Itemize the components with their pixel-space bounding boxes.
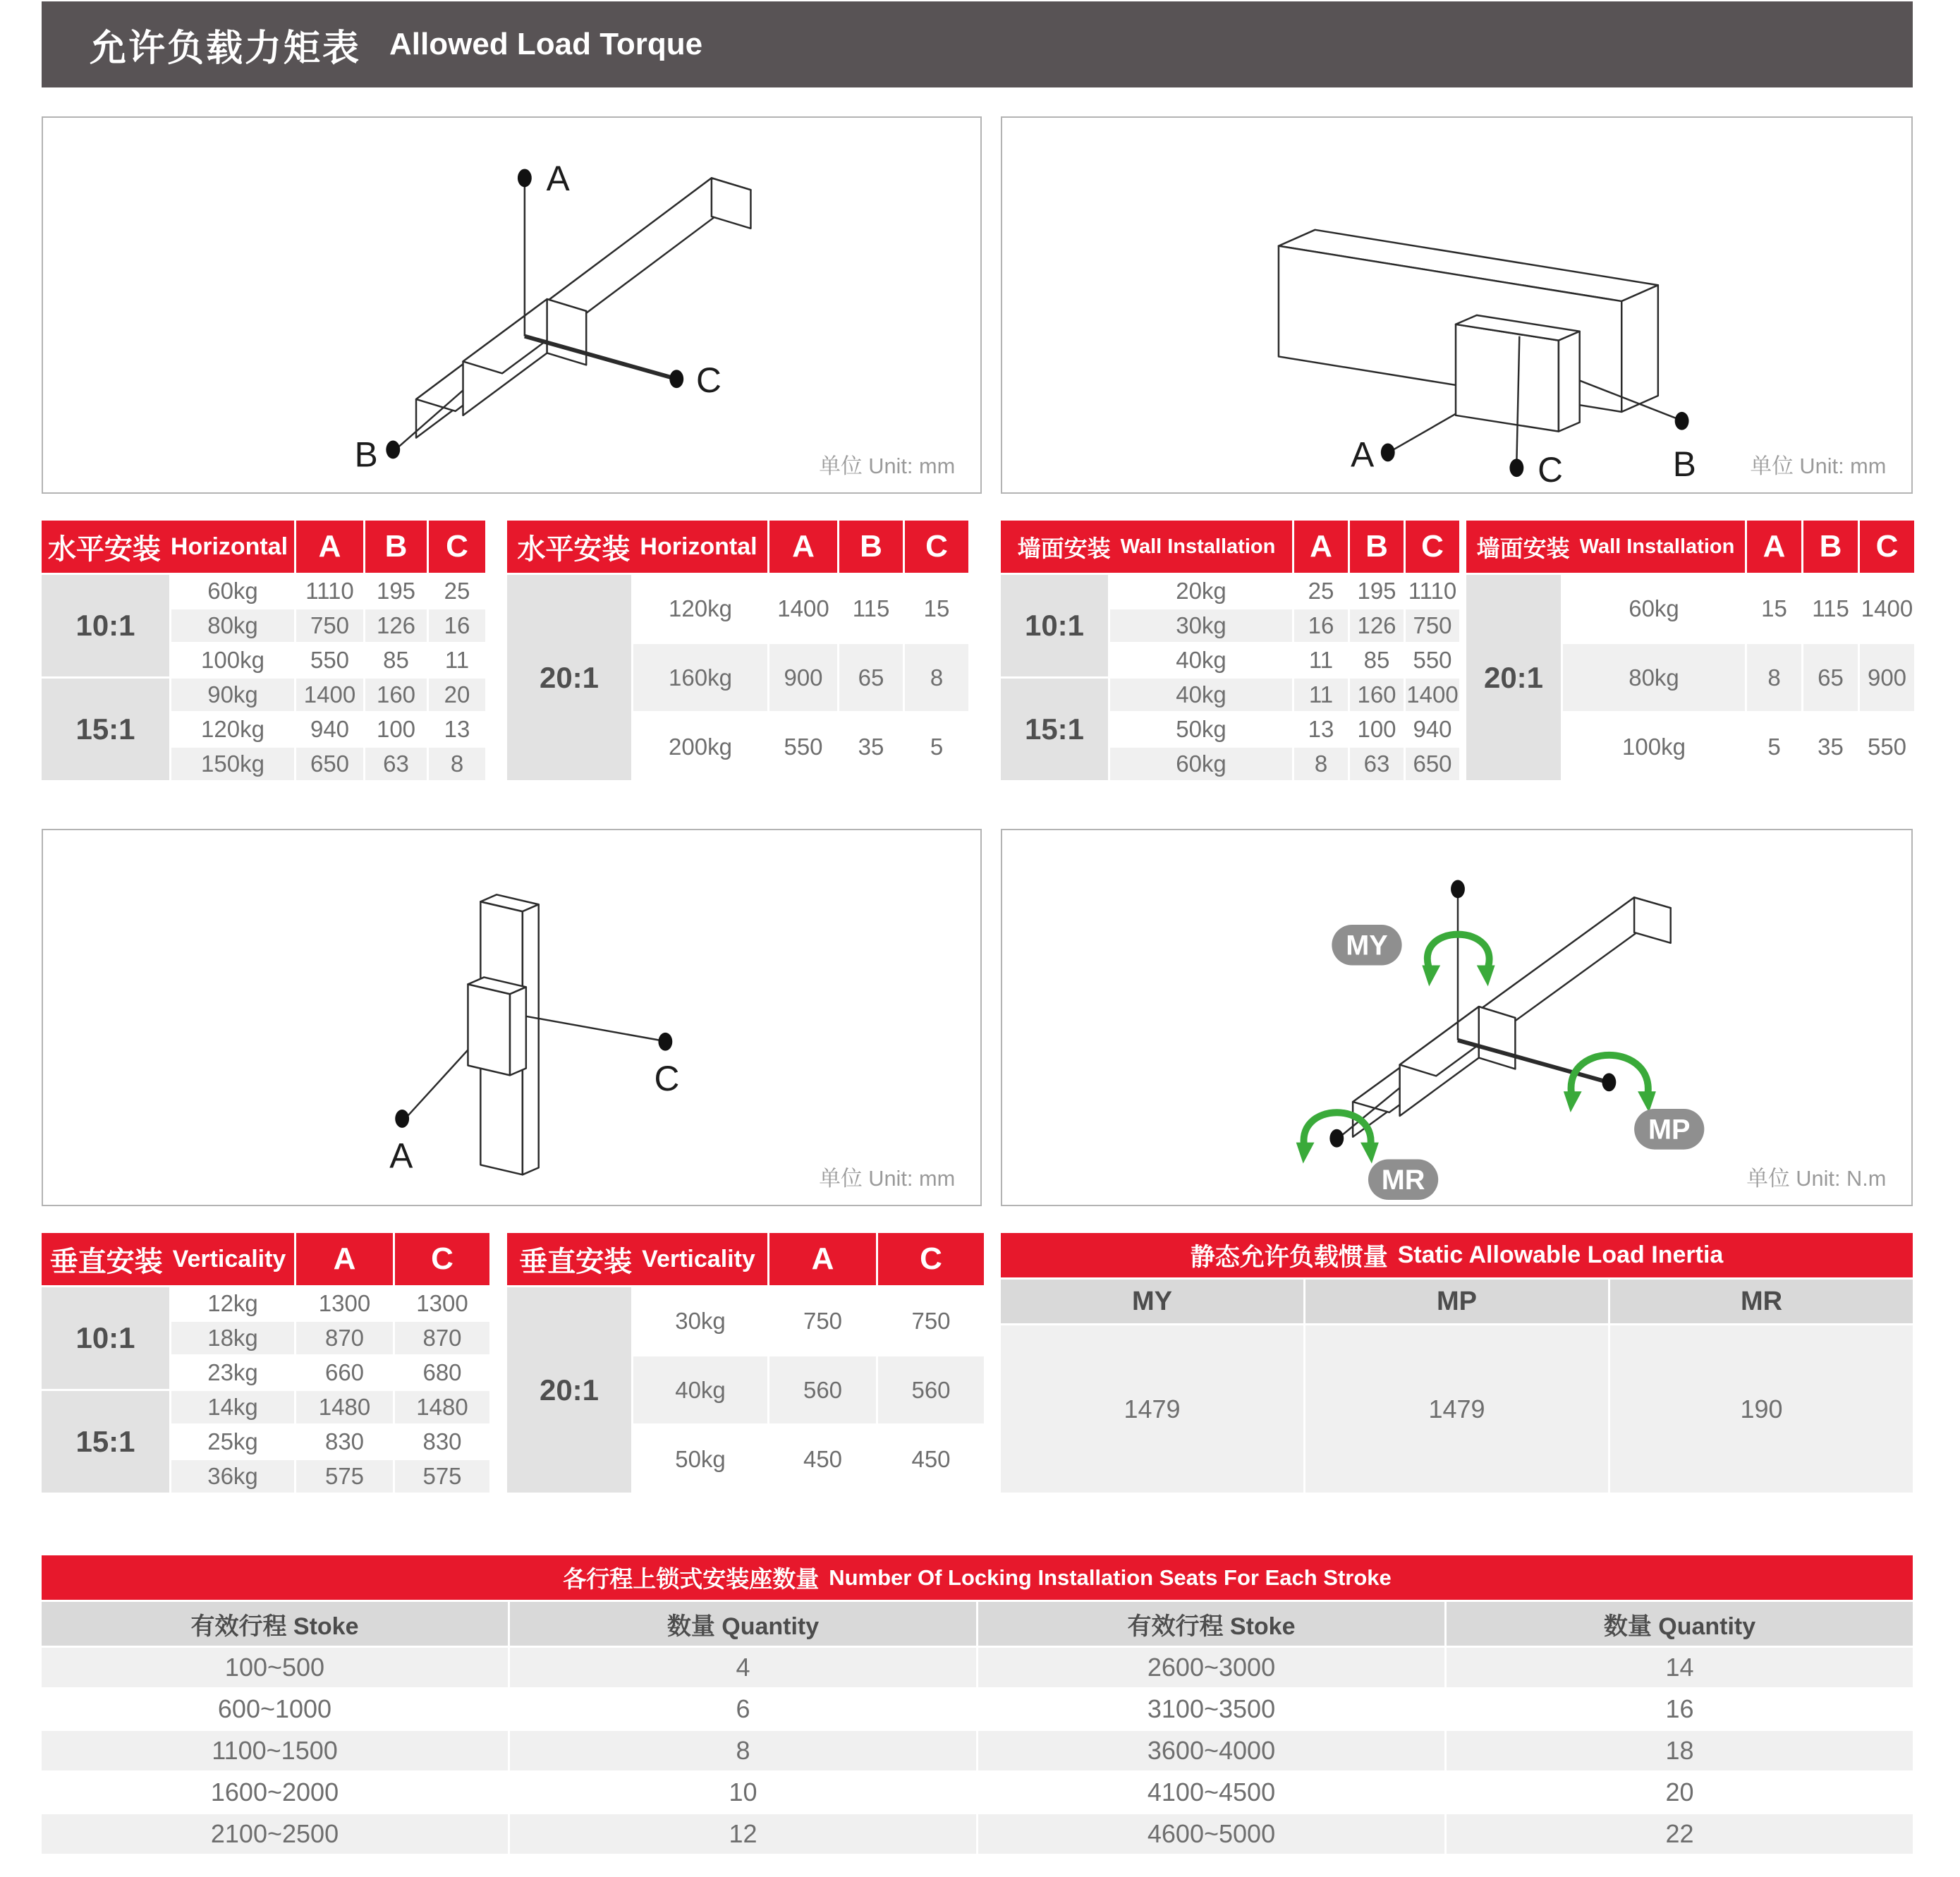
table-cell: 100kg [1563, 713, 1745, 780]
table-cell: 120kg [171, 713, 294, 746]
table-cell: 1400 [1860, 575, 1914, 642]
table-cell: 900 [1860, 644, 1914, 711]
table-cell: 20kg [1110, 575, 1292, 607]
page-title-zh: 允许负载力矩表 [90, 28, 362, 69]
table-cell: 25kg [171, 1426, 294, 1458]
carriage-right-face [1559, 332, 1580, 432]
table-cell: 870 [395, 1322, 489, 1354]
mr-badge-label: MR [1381, 1165, 1425, 1196]
col-header-quantity-1: 数量 Quantity [510, 1602, 976, 1646]
table-cell: 8 [510, 1731, 976, 1770]
table-cell: 100~500 [42, 1648, 508, 1687]
value-mp: 1479 [1305, 1325, 1608, 1493]
table-cell: 16 [1447, 1689, 1913, 1729]
table-cell: 8 [905, 644, 968, 711]
table-cell: 126 [365, 609, 427, 642]
table-cell: 126 [1350, 609, 1404, 642]
table-cell: 195 [1350, 575, 1404, 607]
table-header-label [1001, 521, 1292, 573]
col-header-a: A [296, 1233, 393, 1285]
table-cell: 35 [839, 713, 903, 780]
table-cell: 4100~4500 [978, 1773, 1444, 1812]
axis-a-label: A [546, 159, 570, 199]
axis-c-dot [1602, 1073, 1616, 1091]
table-cell: 63 [365, 748, 427, 780]
header-en: Horizontal [640, 533, 757, 560]
mr-arrowhead-right [1361, 1143, 1379, 1164]
table-cell: 100 [1350, 713, 1404, 746]
table-cell: 660 [296, 1356, 393, 1389]
table-cell: 1400 [296, 679, 363, 711]
title-en: Static Allowable Load Inertia [1397, 1241, 1724, 1268]
carriage-right-face [547, 299, 587, 365]
axis-a-dot [395, 1110, 409, 1128]
unit-label: 单位 Unit: mm [1750, 454, 1887, 479]
table-cell: 575 [395, 1460, 489, 1493]
header-zh: 垂直安装 [519, 1246, 633, 1277]
table-cell: 650 [1406, 748, 1459, 780]
table-cell: 12kg [171, 1287, 294, 1320]
header-zh: 墙面安装 [1476, 535, 1570, 561]
col-header-b: B [1350, 521, 1404, 573]
diagram-wall-installation [1001, 116, 1913, 494]
my-arrowhead-right [1477, 966, 1495, 987]
ratio-cell: 15:1 [42, 679, 169, 780]
header-zh: 水平安装 [47, 533, 161, 565]
carriage-right-face [510, 987, 526, 1075]
table-cell: 16 [429, 609, 485, 642]
table-cell: 40kg [633, 1356, 767, 1423]
table-cell: 100 [365, 713, 427, 746]
table-cell: 200kg [633, 713, 767, 780]
table-cell: 80kg [1563, 644, 1745, 711]
title-zh: 静态允许负载惯量 [1190, 1243, 1388, 1271]
table-cell: 60kg [1110, 748, 1292, 780]
table-cell: 600~1000 [42, 1689, 508, 1729]
table-title [42, 1555, 1913, 1600]
table-cell: 550 [296, 644, 363, 676]
col-header-c: C [429, 521, 485, 573]
axis-b-dot [1329, 1129, 1344, 1148]
axis-a-label: A [1351, 435, 1375, 475]
table-cell: 90kg [171, 679, 294, 711]
axis-b-dot [1675, 412, 1689, 430]
table-cell: 10 [510, 1773, 976, 1812]
table-cell: 680 [395, 1356, 489, 1389]
table-cell: 120kg [633, 575, 767, 642]
diagram-vertical-mounting [42, 829, 982, 1206]
ratio-cell: 10:1 [42, 575, 169, 676]
table-cell: 1110 [296, 575, 363, 607]
table-cell: 8 [1294, 748, 1348, 780]
table-cell: 550 [769, 713, 837, 780]
col-header-c: C [1406, 521, 1459, 573]
table-cell: 40kg [1110, 644, 1292, 676]
ratio-cell: 15:1 [42, 1391, 169, 1493]
axis-c-line [525, 336, 671, 378]
table-cell: 1300 [395, 1287, 489, 1320]
table-cell: 14kg [171, 1391, 294, 1423]
table-header-label [507, 521, 767, 573]
moment-directions-drawing [1002, 830, 1911, 1205]
table-cell: 575 [296, 1460, 393, 1493]
table-header-label [1466, 521, 1745, 573]
col-header-a: A [1747, 521, 1801, 573]
table-cell: 63 [1350, 748, 1404, 780]
table-cell: 80kg [171, 609, 294, 642]
table-cell: 60kg [171, 575, 294, 607]
col-header-b: B [1803, 521, 1858, 573]
table-cell: 2600~3000 [978, 1648, 1444, 1687]
axis-c-dot [669, 370, 683, 388]
table-cell: 15 [1747, 575, 1801, 642]
table-cell: 30kg [633, 1287, 767, 1354]
table-cell: 750 [296, 609, 363, 642]
table-cell: 15 [905, 575, 968, 642]
table-cell: 85 [365, 644, 427, 676]
ratio-cell: 20:1 [507, 575, 631, 780]
carriage-front-face [1456, 324, 1559, 432]
table-cell: 940 [296, 713, 363, 746]
table-verticality-10-15 [42, 1233, 489, 1493]
mp-badge-label: MP [1648, 1114, 1691, 1146]
table-cell: 2100~2500 [42, 1814, 508, 1854]
table-cell: 115 [1803, 575, 1858, 642]
table-cell: 3100~3500 [978, 1689, 1444, 1729]
horizontal-mounting-drawing [43, 118, 980, 492]
table-cell: 560 [878, 1356, 984, 1423]
page-title [42, 1, 1913, 87]
axis-b-label: B [1672, 444, 1696, 485]
header-zh: 水平安装 [517, 533, 631, 565]
table-cell: 50kg [1110, 713, 1292, 746]
table-cell: 750 [878, 1287, 984, 1354]
table-cell: 870 [296, 1322, 393, 1354]
table-cell: 160 [365, 679, 427, 711]
table-cell: 65 [839, 644, 903, 711]
table-horizontal-10-15 [42, 521, 485, 780]
table-wall-10-15 [1001, 521, 1459, 780]
unit-label: 单位 Unit: mm [819, 454, 956, 479]
col-header-c: C [1860, 521, 1914, 573]
ratio-cell: 20:1 [507, 1287, 631, 1493]
vertical-mounting-drawing [43, 830, 980, 1205]
table-cell: 100kg [171, 644, 294, 676]
axis-c-dot [658, 1033, 672, 1051]
table-cell: 195 [365, 575, 427, 607]
axis-a-dot [1381, 444, 1395, 462]
table-cell: 23kg [171, 1356, 294, 1389]
title-zh: 各行程上锁式安装座数量 [563, 1566, 820, 1592]
col-header-c: C [878, 1233, 984, 1285]
table-static-load-inertia [1001, 1233, 1913, 1493]
header-en: Wall Installation [1579, 535, 1735, 558]
table-cell: 11 [429, 644, 485, 676]
axis-a-dot [518, 169, 532, 187]
table-cell: 4600~5000 [978, 1814, 1444, 1854]
table-horizontal-20 [507, 521, 968, 780]
table-cell: 115 [839, 575, 903, 642]
my-arrowhead-left [1422, 966, 1440, 987]
col-header-my: MY [1001, 1280, 1303, 1323]
table-cell: 22 [1447, 1814, 1913, 1854]
table-title [1001, 1233, 1913, 1277]
axis-a-line [408, 1044, 473, 1116]
table-cell: 50kg [633, 1426, 767, 1493]
axis-c-dot [1509, 458, 1523, 477]
table-cell: 8 [1747, 644, 1801, 711]
table-cell: 1480 [395, 1391, 489, 1423]
rail-end-face [1621, 285, 1658, 412]
table-cell: 18 [1447, 1731, 1913, 1770]
table-cell: 8 [429, 748, 485, 780]
col-header-c: C [395, 1233, 489, 1285]
col-header-a: A [769, 521, 837, 573]
table-header-label [42, 1233, 294, 1285]
table-cell: 560 [769, 1356, 876, 1423]
table-cell: 1100~1500 [42, 1731, 508, 1770]
table-cell: 830 [296, 1426, 393, 1458]
table-cell: 3600~4000 [978, 1731, 1444, 1770]
col-header-stroke-2: 有效行程 Stoke [978, 1602, 1444, 1646]
col-header-mp: MP [1305, 1280, 1608, 1323]
table-locking-seats [42, 1555, 1913, 1854]
unit-label: 单位 Unit: N.m [1746, 1166, 1887, 1191]
table-cell: 85 [1350, 644, 1404, 676]
table-cell: 16 [1294, 609, 1348, 642]
col-header-a: A [296, 521, 363, 573]
table-cell: 1600~2000 [42, 1773, 508, 1812]
ratio-cell: 15:1 [1001, 679, 1108, 780]
table-cell: 830 [395, 1426, 489, 1458]
table-cell: 65 [1803, 644, 1858, 711]
table-cell: 940 [1406, 713, 1459, 746]
axis-a-dot [1451, 880, 1465, 898]
table-cell: 1480 [296, 1391, 393, 1423]
table-header-label [42, 521, 294, 573]
table-verticality-20 [507, 1233, 984, 1493]
table-cell: 60kg [1563, 575, 1745, 642]
ratio-cell: 10:1 [1001, 575, 1108, 676]
table-cell: 650 [296, 748, 363, 780]
carriage-right-face [1479, 1007, 1516, 1069]
page-title-en: Allowed Load Torque [389, 27, 703, 61]
table-cell: 450 [878, 1426, 984, 1493]
diagram-horizontal-mounting [42, 116, 982, 494]
header-zh: 墙面安装 [1017, 535, 1111, 561]
rail-end-face [1634, 897, 1671, 943]
col-header-b: B [839, 521, 903, 573]
col-header-a: A [1294, 521, 1348, 573]
header-en: Horizontal [170, 533, 288, 560]
diagram-moment-directions [1001, 829, 1913, 1206]
table-cell: 13 [429, 713, 485, 746]
ratio-cell: 20:1 [1466, 575, 1561, 780]
table-cell: 5 [1747, 713, 1801, 780]
col-header-stroke-1: 有效行程 Stoke [42, 1602, 508, 1646]
table-cell: 1400 [769, 575, 837, 642]
table-cell: 36kg [171, 1460, 294, 1493]
table-cell: 900 [769, 644, 837, 711]
col-header-c: C [905, 521, 968, 573]
table-cell: 1110 [1406, 575, 1459, 607]
axis-c-label: C [696, 360, 722, 401]
table-cell: 25 [429, 575, 485, 607]
col-header-quantity-2: 数量 Quantity [1447, 1602, 1913, 1646]
title-en: Number Of Locking Installation Seats For Each Stroke [829, 1565, 1392, 1590]
header-zh: 垂直安装 [49, 1246, 163, 1277]
header-en: Wall Installation [1120, 535, 1276, 558]
table-wall-20 [1466, 521, 1914, 780]
axis-b-dot [386, 441, 400, 459]
table-cell: 20 [429, 679, 485, 711]
table-cell: 1400 [1406, 679, 1459, 711]
rail-end-face [712, 178, 751, 228]
wall-installation-drawing [1002, 118, 1911, 492]
table-cell: 18kg [171, 1322, 294, 1354]
mr-arrowhead-left [1296, 1143, 1315, 1164]
table-cell: 550 [1406, 644, 1459, 676]
value-my: 1479 [1001, 1325, 1303, 1493]
axis-b-label: B [354, 435, 378, 475]
axis-a-label: A [389, 1136, 413, 1176]
table-cell: 12 [510, 1814, 976, 1854]
col-header-mr: MR [1610, 1280, 1913, 1323]
table-cell: 6 [510, 1689, 976, 1729]
table-cell: 160kg [633, 644, 767, 711]
my-badge-label: MY [1346, 930, 1388, 961]
table-cell: 14 [1447, 1648, 1913, 1687]
table-cell: 150kg [171, 748, 294, 780]
carriage-front-face [468, 984, 510, 1075]
header-en: Verticality [172, 1245, 286, 1272]
table-cell: 40kg [1110, 679, 1292, 711]
value-mr: 190 [1610, 1325, 1913, 1493]
header-en: Verticality [642, 1245, 755, 1272]
table-cell: 550 [1860, 713, 1914, 780]
table-cell: 750 [769, 1287, 876, 1354]
table-cell: 20 [1447, 1773, 1913, 1812]
table-cell: 11 [1294, 644, 1348, 676]
table-cell: 13 [1294, 713, 1348, 746]
col-header-b: B [365, 521, 427, 573]
table-cell: 5 [905, 713, 968, 780]
table-cell: 1300 [296, 1287, 393, 1320]
table-cell: 750 [1406, 609, 1459, 642]
axis-c-label: C [654, 1059, 680, 1099]
table-cell: 160 [1350, 679, 1404, 711]
axis-c-label: C [1538, 450, 1563, 490]
table-cell: 4 [510, 1648, 976, 1687]
mp-arrowhead-left [1564, 1091, 1582, 1112]
table-header-label [507, 1233, 767, 1285]
table-cell: 11 [1294, 679, 1348, 711]
ratio-cell: 10:1 [42, 1287, 169, 1389]
col-header-a: A [769, 1233, 876, 1285]
table-cell: 450 [769, 1426, 876, 1493]
table-cell: 25 [1294, 575, 1348, 607]
unit-label: 单位 Unit: mm [819, 1166, 956, 1191]
table-cell: 35 [1803, 713, 1858, 780]
table-cell: 30kg [1110, 609, 1292, 642]
